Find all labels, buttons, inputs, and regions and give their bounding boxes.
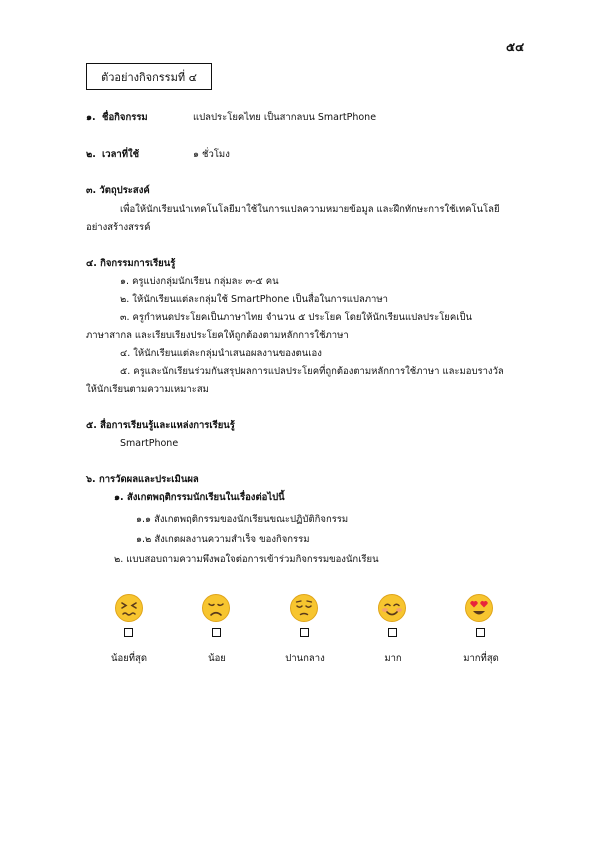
s6-item-1: ๑. สังเกตพฤติกรรมนักเรียนในเรื่องต่อไปนี้ [114, 492, 285, 503]
checkbox-very-high[interactable] [476, 628, 485, 637]
s5-item: SmartPhone [120, 438, 179, 449]
checkbox-medium[interactable] [300, 628, 309, 637]
s2-num: ๒. [86, 149, 96, 160]
checkbox-very-low[interactable] [124, 628, 133, 637]
s2-label: เวลาที่ใช้ [102, 149, 140, 160]
activity-title: ตัวอย่างกิจกรรมที่ ๔ [101, 70, 197, 84]
s6-item-1-2: ๑.๒ สังเกตผลงานความสำเร็จ ของกิจกรรม [136, 534, 310, 545]
s4-item-3b: ภาษาสากล และเรียบเรียงประโยคให้ถูกต้องตามหลักการใช้ภาษา [86, 330, 349, 341]
s1-label: ชื่อกิจกรรม [102, 112, 148, 123]
scale-label-medium: ปานกลาง [285, 653, 325, 664]
s3-line1: เพื่อให้นักเรียนนำเทคโนโลยีมาใช้ในการแปลความหมายข้อมูล และฝึกทักษะการใช้เทคโนโลยี [120, 204, 500, 215]
s3-line2: อย่างสร้างสรรค์ [86, 222, 151, 233]
s4-item-5b: ให้นักเรียนตามความเหมาะสม [86, 384, 209, 395]
s6-heading: ๖. การวัดผลและประเมินผล [86, 474, 199, 485]
s4-heading: ๔. กิจกรรมการเรียนรู้ [86, 258, 176, 269]
s6-item-1-1: ๑.๑ สังเกตพฤติกรรมของนักเรียนขณะปฏิบัติกิจกรรม [136, 514, 349, 525]
s4-item-2: ๒. ให้นักเรียนแต่ละกลุ่มใช้ SmartPhone เป็นสื่อในการแปลภาษา [120, 294, 388, 305]
smiling-face-icon [377, 593, 407, 623]
disappointed-face-icon [201, 593, 231, 623]
s2-value: ๑ ชั่วโมง [193, 149, 230, 160]
s1-value: แปลประโยคไทย เป็นสากลบน SmartPhone [193, 112, 377, 123]
scale-label-high: มาก [384, 653, 402, 664]
s6-item-2: ๒. แบบสอบถามความพึงพอใจต่อการเข้าร่วมกิจกรรมของนักเรียน [114, 554, 379, 565]
s4-item-1: ๑. ครูแบ่งกลุ่มนักเรียน กลุ่มละ ๓-๕ คน [120, 276, 279, 287]
scale-label-very-high: มากที่สุด [463, 653, 499, 664]
checkbox-high[interactable] [388, 628, 397, 637]
scale-label-low: น้อย [208, 653, 226, 664]
scale-label-very-low: น้อยที่สุด [111, 653, 147, 664]
s3-heading: ๓. วัตถุประสงค์ [86, 185, 150, 196]
s1-num: ๑. [86, 112, 96, 123]
s4-item-5a: ๕. ครูและนักเรียนร่วมกันสรุปผลการแปลประโยคที่ถูกต้องตามหลักการใช้ภาษา และมอบรางวัล [120, 366, 504, 377]
s5-heading: ๕. สื่อการเรียนรู้และแหล่งการเรียนรู้ [86, 420, 235, 431]
checkbox-low[interactable] [212, 628, 221, 637]
page-number: ๕๔ [506, 40, 525, 54]
activity-title-box [86, 63, 212, 90]
s4-item-4: ๔. ให้นักเรียนแต่ละกลุ่มนำเสนอผลงานของตนเอง [120, 348, 322, 359]
s4-item-3a: ๓. ครูกำหนดประโยคเป็นภาษาไทย จำนวน ๕ ประโยค โดยให้นักเรียนแปลประโยคเป็น [120, 312, 472, 323]
very-dissatisfied-face-icon [114, 593, 144, 623]
heart-eyes-face-icon [464, 593, 494, 623]
pensive-face-icon [289, 593, 319, 623]
